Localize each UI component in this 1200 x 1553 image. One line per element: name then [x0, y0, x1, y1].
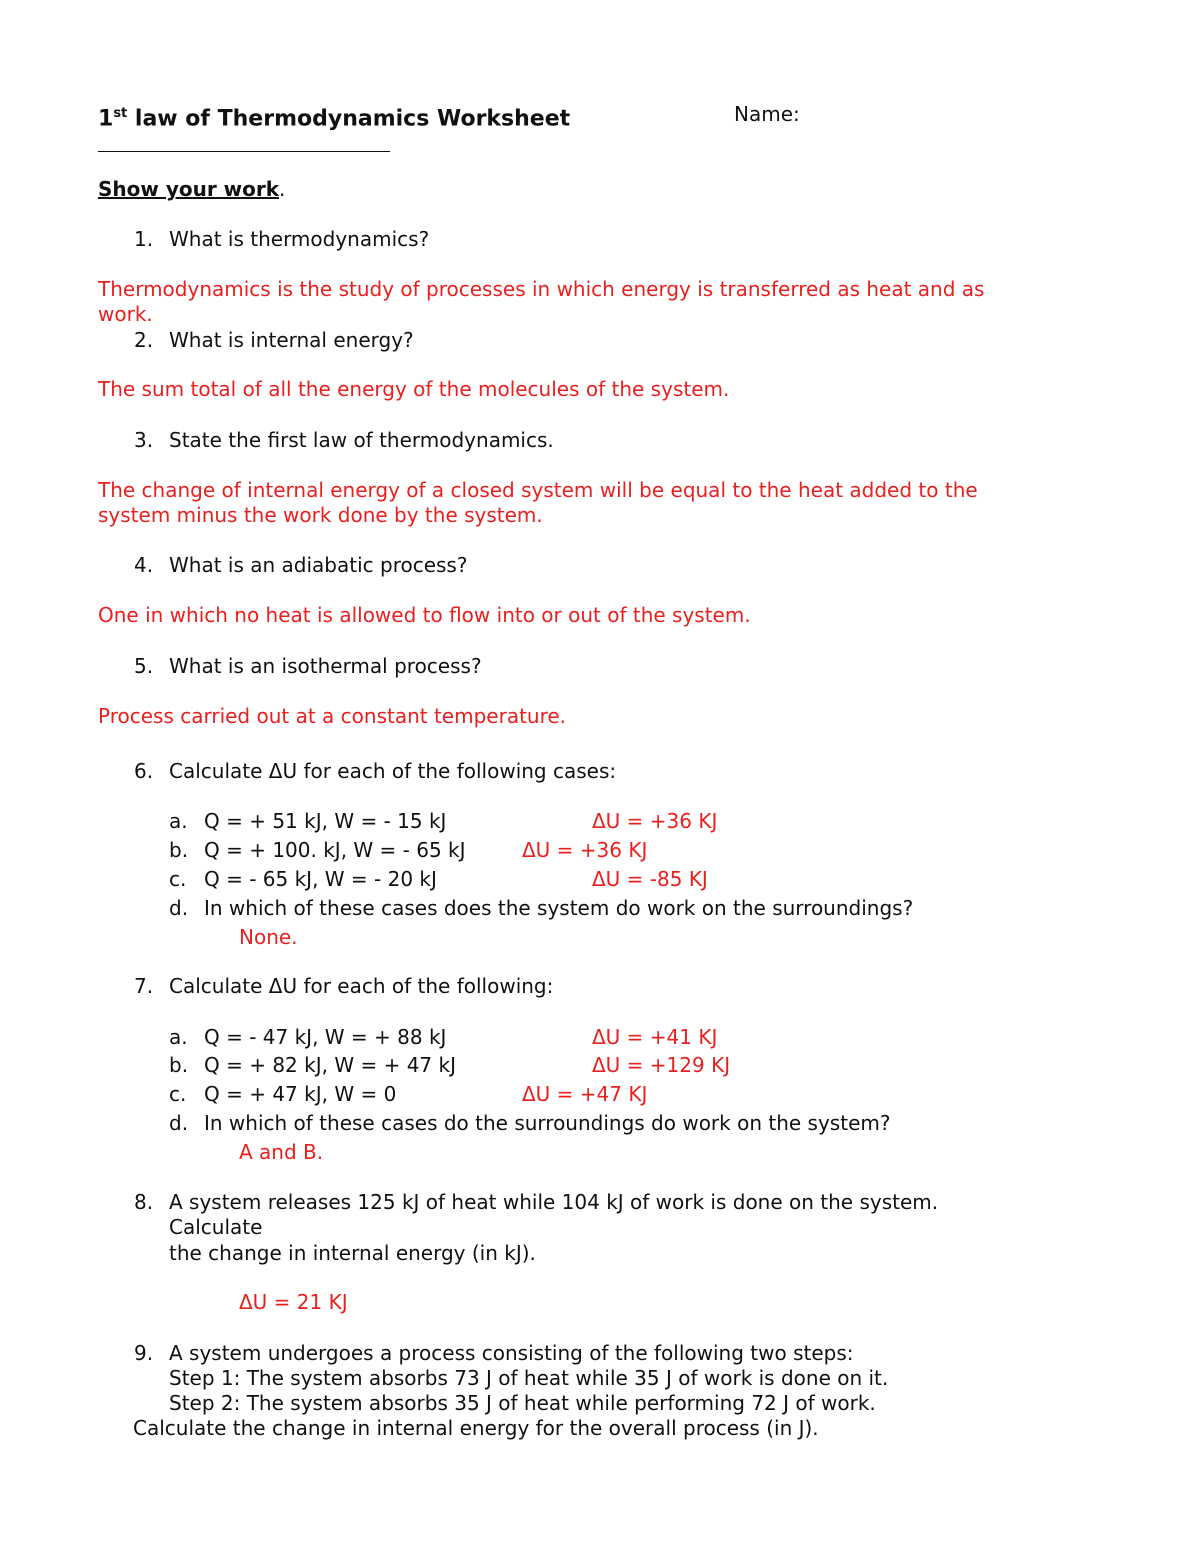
q6-item-c-answer: ΔU = -85 KJ — [592, 867, 708, 891]
name-blank-line — [98, 151, 390, 152]
question-4-number: 4. — [134, 553, 154, 577]
q8-answer: ΔU = 21 KJ — [239, 1290, 348, 1314]
answer-3-line-2: system minus the work done by the system. — [98, 503, 543, 527]
q6-item-b-answer: ΔU = +36 KJ — [522, 838, 648, 862]
q7-item-c-letter: c. — [169, 1082, 187, 1106]
question-3-number: 3. — [134, 428, 154, 452]
q7-item-c-text: Q = + 47 kJ, W = 0 — [204, 1082, 397, 1106]
question-3-text: State the first law of thermodynamics. — [169, 428, 554, 452]
answer-1-line-1: Thermodynamics is the study of processes in which energy is transferred as heat and as — [98, 277, 985, 301]
answer-1-line-2: work. — [98, 302, 153, 326]
q7-item-d-letter: d. — [169, 1111, 189, 1135]
question-8-line-2: Calculate — [169, 1215, 263, 1239]
q7-item-a-answer: ΔU = +41 KJ — [592, 1025, 718, 1049]
q7-item-a-text: Q = - 47 kJ, W = + 88 kJ — [204, 1025, 447, 1049]
answer-3-line-1: The change of internal energy of a closed system will be equal to the heat added to the — [98, 478, 978, 502]
question-2-text: What is internal energy? — [169, 328, 414, 352]
answer-5: Process carried out at a constant temperature. — [98, 704, 567, 728]
question-9-final: Calculate the change in internal energy for the overall process (in J). — [133, 1416, 819, 1440]
q6-item-b-letter: b. — [169, 838, 189, 862]
q6-item-a-letter: a. — [169, 809, 188, 833]
q7-item-d-answer: A and B. — [239, 1140, 324, 1164]
question-4-text: What is an adiabatic process? — [169, 553, 468, 577]
question-8-line-1: A system releases 125 kJ of heat while 104 kJ of work is done on the system. — [169, 1190, 939, 1214]
q7-item-b-letter: b. — [169, 1053, 189, 1077]
q6-item-d-answer: None. — [239, 925, 298, 949]
answer-4: One in which no heat is allowed to flow into or out of the system. — [98, 603, 751, 627]
q7-item-a-letter: a. — [169, 1025, 188, 1049]
q6-item-c-text: Q = - 65 kJ, W = - 20 kJ — [204, 867, 437, 891]
q6-item-d-text: In which of these cases does the system do work on the surroundings? — [204, 896, 914, 920]
question-5-text: What is an isothermal process? — [169, 654, 482, 678]
question-1-text: What is thermodynamics? — [169, 227, 430, 251]
question-1-number: 1. — [134, 227, 154, 251]
q7-item-b-answer: ΔU = +129 KJ — [592, 1053, 731, 1077]
q6-item-a-text: Q = + 51 kJ, W = - 15 kJ — [204, 809, 447, 833]
q7-item-b-text: Q = + 82 kJ, W = + 47 kJ — [204, 1053, 456, 1077]
q6-item-d-letter: d. — [169, 896, 189, 920]
q7-item-c-answer: ΔU = +47 KJ — [522, 1082, 648, 1106]
question-6-number: 6. — [134, 759, 154, 783]
question-7-text: Calculate ΔU for each of the following: — [169, 974, 554, 998]
question-8-line-3: the change in internal energy (in kJ). — [169, 1241, 536, 1265]
q6-item-a-answer: ΔU = +36 KJ — [592, 809, 718, 833]
q7-item-d-text: In which of these cases do the surroundings do work on the system? — [204, 1111, 891, 1135]
question-9-step-1: Step 1: The system absorbs 73 J of heat while 35 J of work is done on it. — [169, 1366, 889, 1390]
question-5-number: 5. — [134, 654, 154, 678]
question-6-text: Calculate ΔU for each of the following cases: — [169, 759, 617, 783]
instructions: Show your work. — [98, 177, 286, 201]
page-title: 1st law of Thermodynamics Worksheet — [98, 106, 571, 132]
question-9-number: 9. — [134, 1341, 154, 1365]
question-2-number: 2. — [134, 328, 154, 352]
name-label: Name: — [734, 102, 800, 126]
question-9-line-1: A system undergoes a process consisting of the following two steps: — [169, 1341, 854, 1365]
question-9-step-2: Step 2: The system absorbs 35 J of heat while performing 72 J of work. — [169, 1391, 876, 1415]
q6-item-c-letter: c. — [169, 867, 187, 891]
question-7-number: 7. — [134, 974, 154, 998]
answer-2: The sum total of all the energy of the molecules of the system. — [98, 377, 730, 401]
question-8-number: 8. — [134, 1190, 154, 1214]
q6-item-b-text: Q = + 100. kJ, W = - 65 kJ — [204, 838, 466, 862]
